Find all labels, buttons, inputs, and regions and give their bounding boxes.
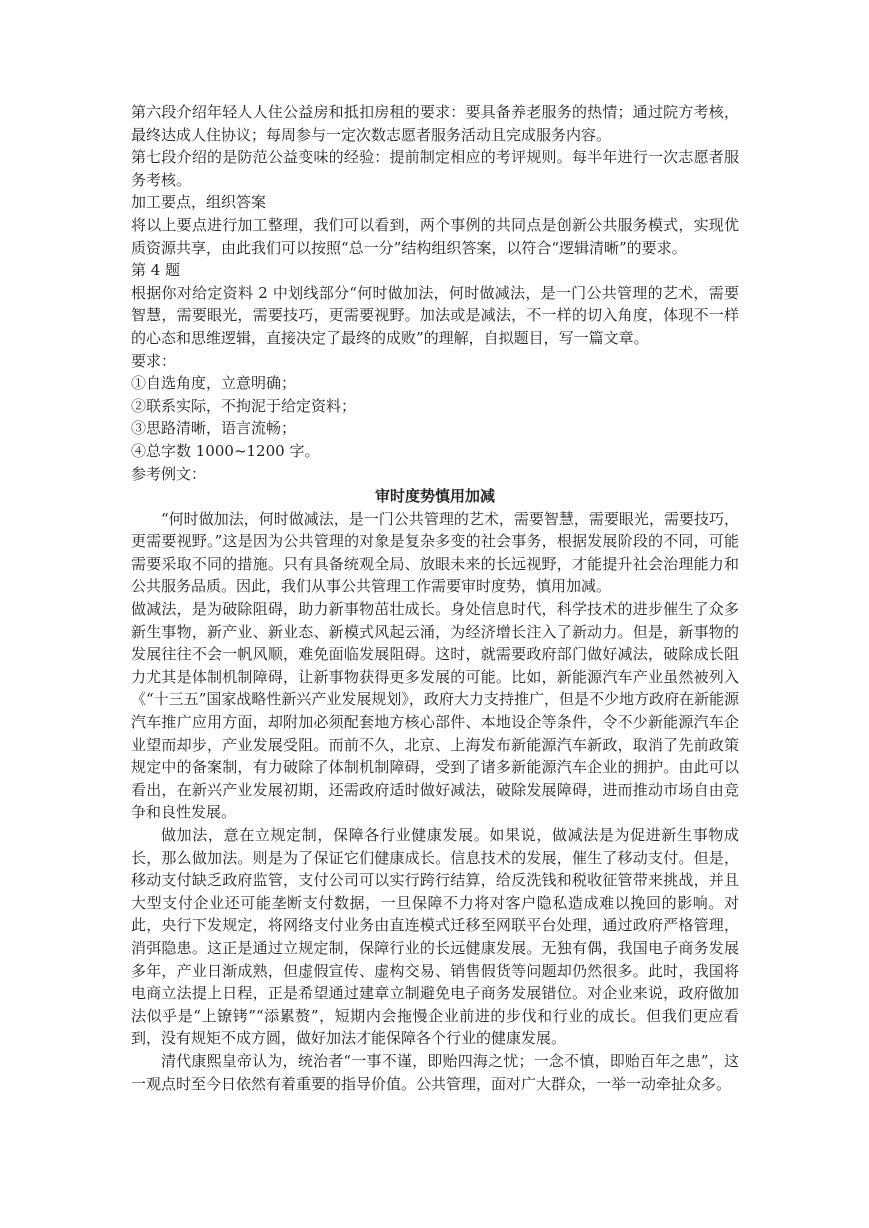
paragraph-processing-body: 将以上要点进行加工整理，我们可以看到，两个事例的共同点是创新公共服务模式，实现优质资源共享，由此我们可以按照“总一分”结构组织答案，以符合“逻辑清晰”的要求。 [131, 215, 739, 257]
paragraph-section-six-summary: 第六段介绍年轻人人住公益房和抵扣房租的要求：要具备养老服务的热情；通过院方考核，最终达成人住协议；每周参与一定次数志愿者服务活动且完成服务内容。 [131, 103, 739, 144]
requirements-heading: 要求： [131, 351, 177, 370]
requirement-item-2: ②联系实际，不拘泥于给定资料； [131, 396, 357, 415]
question-prompt: 根据你对给定资料 2 中划线部分“何时做加法，何时做减法，是一门公共管理的艺术，需要智慧，需要眼光，需要技巧，更需要视野。加法或是减法，不一样的切入角度，体现不一样的心态和思维逻辑，直接决定了最终的成败”的理解，自拟题目，写一篇文章。 [131, 283, 739, 347]
paragraph-processing-heading: 加工要点，组织答案 [131, 193, 267, 212]
sample-essay-label: 参考例文： [131, 464, 207, 483]
requirement-item-3: ③思路清晰，语言流畅； [131, 419, 297, 438]
document-page [131, 101, 739, 1095]
question-number: 第 4 题 [131, 261, 181, 280]
essay-paragraph-intro: “何时做加法，何时做减法，是一门公共管理的艺术，需要智慧，需要眼光，需要技巧，更需要视野。”这是因为公共管理的对象是复杂多变的社会事务，根据发展阶段的不同，可能需要采取不同的措施。只有具备统观全局、放眼未来的长远视野，才能提升社会治理能力和公共服务品质。因此，我们从事公共管理工作需要审时度势，慎用加减。 [131, 509, 739, 596]
requirement-item-1: ①自选角度，立意明确； [131, 374, 297, 393]
requirement-item-4: ④总字数 1000~1200 字。 [131, 441, 320, 460]
paragraph-section-seven-summary: 第七段介绍的是防范公益变味的经验：提前制定相应的考评规则。每半年进行一次志愿者服务考核。 [131, 148, 739, 189]
essay-paragraph-addition: 做加法，意在立规定制，保障各行业健康发展。如果说，做减法是为促进新生事物成长，那么做加法。则是为了保证它们健康成长。信息技术的发展，催生了移动支付。但是，移动支付缺乏政府监管，支付公司可以实行跨行结算，给反洗钱和税收征管带来挑战，并且大型支付企业还可能垄断支付数据，一旦保障不力将对客户隐私造成难以挽回的影响。对此，央行下发规定，将网络支付业务由直连模式迁移至网联平台处理，通过政府严格管理，消弭隐患。这正是通过立规定制，保障行业的长远健康发展。无独有偶，我国电子商务发展多年，产业日渐成熟，但虚假宣传、虚构交易、销售假货等问题却仍然很多。此时，我国将电商立法提上日程，正是希望通过建章立制避免电子商务发展错位。对企业来说，政府做加法似乎是“上镣铐”“添累赘”，短期内会拖慢企业前进的步伐和行业的成长。但我们更应看到，没有规矩不成方圆，做好加法才能保障各个行业的健康发展。 [131, 826, 739, 1048]
essay-paragraph-kangxi: 清代康熙皇帝认为，统治者“一事不谨，即贻四海之忧；一念不慎，即贻百年之患”，这一观点时至今日依然有着重要的指导价值。公共管理，面对广大群众，一举一动牵扯众多。 [131, 1051, 739, 1093]
essay-paragraph-subtraction: 做减法，是为破除阻碍，助力新事物茁壮成长。身处信息时代，科学技术的进步催生了众多新生事物，新产业、新业态、新模式风起云涌，为经济增长注入了新动力。但是，新事物的发展往往不会一帆风顺，难免面临发展阻碍。这时，就需要政府部门做好减法，破除成长阻力尤其是体制机制障碍，让新事物获得更多发展的可能。比如，新能源汽车产业虽然被列入《“十三五”国家战略性新兴产业发展规划》，政府大力支持推广，但是不少地方政府在新能源汽车推广应用方面，却附加必须配套地方核心部件、本地设企等条件，令不少新能源汽车企业望而却步，产业发展受阻。而前不久，北京、上海发布新能源汽车新政，取消了先前政策规定中的备案制，有力破除了体制机制障碍，受到了诸多新能源汽车企业的拥护。由此可以看出，在新兴产业发展初期，还需政府适时做好减法，破除发展障碍，进而推动市场自由竞争和良性发展。 [131, 600, 739, 822]
essay-title: 审时度势慎用加减 [374, 487, 495, 506]
